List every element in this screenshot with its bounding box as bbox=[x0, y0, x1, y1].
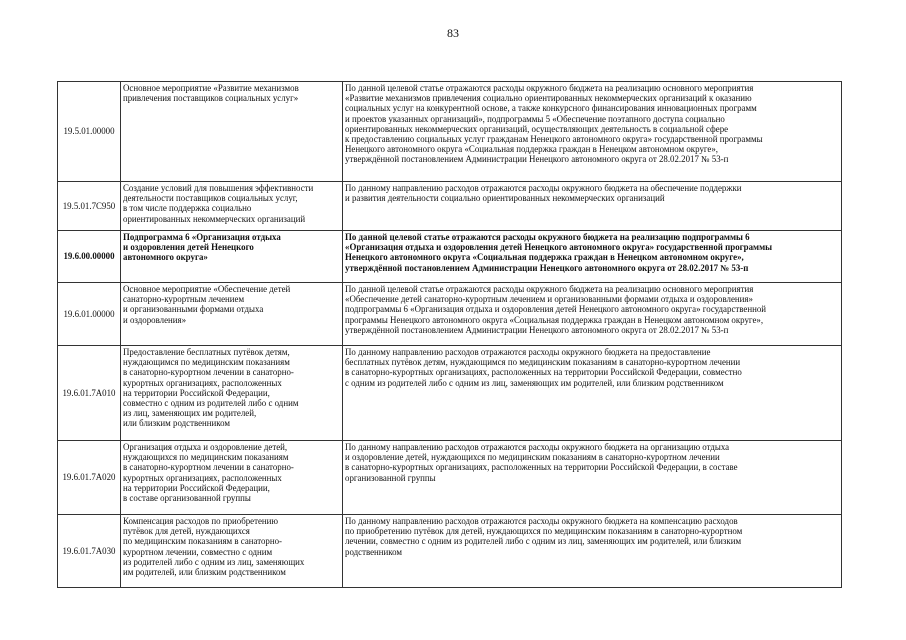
row-code: 19.6.01.7А020 bbox=[58, 441, 121, 515]
row-code: 19.5.01.00000 bbox=[58, 82, 121, 182]
table-row bbox=[58, 441, 842, 515]
table-row bbox=[58, 346, 842, 441]
row-description: По данной целевой статье отражаются расходы окружного бюджета на реализацию подпрограммы 6 «Организация отдыха и оздоровления детей Ненецкого автономного округа» государственной программы Ненецкого автономного округа «Социальная поддержка граждан в Ненецком автономном округе», утверждённой постановлением Администрации Ненецкого автономного округа от 28.02.2017 № 53-п bbox=[343, 231, 842, 283]
row-code: 19.5.01.7С950 bbox=[58, 182, 121, 231]
table-row bbox=[58, 82, 842, 182]
table-row bbox=[58, 182, 842, 231]
row-code: 19.6.01.00000 bbox=[58, 283, 121, 346]
row-code: 19.6.01.7А030 bbox=[58, 515, 121, 588]
row-name: Подпрограмма 6 «Организация отдыха и оздоровления детей Ненецкого автономного округа» bbox=[121, 231, 343, 283]
row-description: По данному направлению расходов отражаются расходы окружного бюджета на предоставление бесплатных путёвок детям, нуждающимся по медицинским показаниям в санаторно-курортном лечении в санаторно-курортных организациях, расположенных на территории Российской Федерации, совместно с одним из родителей либо с одним из лиц, заменяющих им родителей, или близким родственником bbox=[343, 346, 842, 441]
row-code: 19.6.00.00000 bbox=[58, 231, 121, 283]
row-name: Организация отдыха и оздоровление детей, нуждающихся по медицинским показаниям в санаторно-курортном лечении в санаторно- курортных организациях, расположенных на территории Российской Федерации, в составе организованной группы bbox=[121, 441, 343, 515]
row-description: По данному направлению расходов отражаются расходы окружного бюджета на организацию отдыха и оздоровление детей, нуждающихся по медицинским показаниям в санаторно-курортном лечении в санаторно-курортных организациях, расположенных на территории Российской Федерации, в составе организованной группы bbox=[343, 441, 842, 515]
budget-classification-table bbox=[57, 81, 842, 588]
page-number: 83 bbox=[447, 26, 459, 40]
row-code: 19.6.01.7А010 bbox=[58, 346, 121, 441]
table-row bbox=[58, 515, 842, 588]
row-description: По данной целевой статье отражаются расходы окружного бюджета на реализацию основного мероприятия «Обеспечение детей санаторно-курортным лечением и организованными формами отдыха и оздоровления» подпрограммы 6 «Организация отдыха и оздоровления детей Ненецкого автономного округа» государственной программы Ненецкого автономного округа «Социальная поддержка граждан в Ненецком автономном округе», утверждённой постановлением Администрации Ненецкого автономного округа от 28.02.2017 № 53-п bbox=[343, 283, 842, 346]
table-row bbox=[58, 231, 842, 283]
row-name: Основное мероприятие «Обеспечение детей санаторно-курортным лечением и организованными формами отдыха и оздоровления» bbox=[121, 283, 343, 346]
row-name: Компенсация расходов по приобретению путёвок для детей, нуждающихся по медицинским показаниям в санаторно- курортном лечении, совместно с одним из родителей либо с одним из лиц, заменяющих им родителей, или близким родственником bbox=[121, 515, 343, 588]
row-name: Создание условий для повышения эффективности деятельности поставщиков социальных услуг, в том числе поддержка социально ориентированных некоммерческих организаций bbox=[121, 182, 343, 231]
row-description: По данному направлению расходов отражаются расходы окружного бюджета на обеспечение поддержки и развития деятельности социально ориентированных некоммерческих организаций bbox=[343, 182, 842, 231]
row-description: По данной целевой статье отражаются расходы окружного бюджета на реализацию основного мероприятия «Развитие механизмов привлечения социально ориентированных некоммерческих организаций к оказанию социальных услуг на конкурентной основе, а также конкурсного финансирования инновационных программ и проектов указанных организаций», подпрограммы 5 «Обеспечение поэтапного доступа социально ориентированных некоммерческих организаций, осуществляющих деятельность в социальной сфере к предоставлению социальных услуг гражданам Ненецкого автономного округа» государственной программы Ненецкого автономного округа «Социальная поддержка граждан в Ненецком автономном округе», утверждённой постановлением Администрации Ненецкого автономного округа от 28.02.2017 № 53-п bbox=[343, 82, 842, 182]
row-name: Основное мероприятие «Развитие механизмов привлечения поставщиков социальных услуг» bbox=[121, 82, 343, 182]
row-name: Предоставление бесплатных путёвок детям, нуждающимся по медицинским показаниям в санаторно-курортном лечении в санаторно- курортных организациях, расположенных на территории Российской Федерации, совместно с одним из родителей либо с одним из лиц, заменяющих им родителей, или близким родственником bbox=[121, 346, 343, 441]
row-description: По данному направлению расходов отражаются расходы окружного бюджета на компенсацию расходов по приобретению путёвок для детей, нуждающихся по медицинским показаниям в санаторно-курортном лечении, совместно с одним из родителей либо с одним из лиц, заменяющих им родителей, или близким родственником bbox=[343, 515, 842, 588]
table-row bbox=[58, 283, 842, 346]
